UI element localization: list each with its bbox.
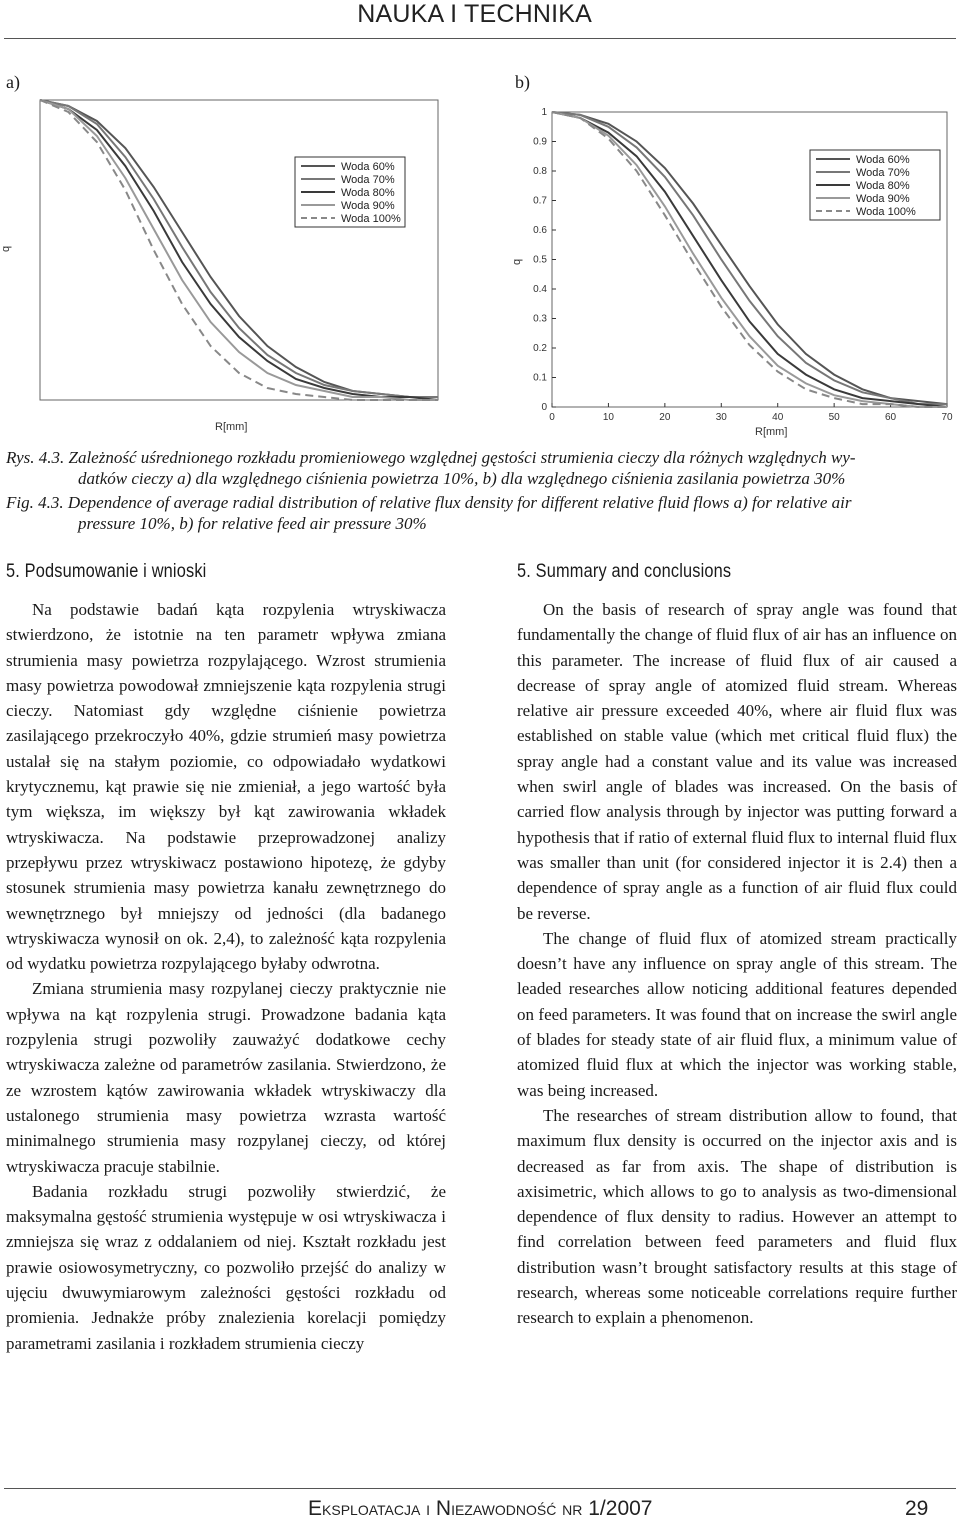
footer-i-word: I: [426, 1502, 431, 1518]
chart-a-legend: [295, 157, 405, 227]
chart-b-xtick-label: 50: [828, 412, 840, 423]
panel-b-label: b): [515, 72, 530, 92]
chart-b-legend: [810, 150, 940, 220]
chart-b-xtick-label: 30: [715, 412, 727, 423]
footer-e-cap: E: [308, 1497, 323, 1520]
chart-b-ytick-label: 1: [541, 107, 547, 118]
chart-b-ytick-label: 0.7: [533, 195, 547, 207]
right-column-text: [517, 597, 957, 1331]
left-column-text: [6, 597, 446, 1356]
caption-pl-line-2: datków cieczy a) dla względnego ciśnienia powietrza 10%, b) dla względnego ciśnienia zasilania powietrza 30%: [78, 469, 846, 488]
section-heading-pl: 5. Podsumowanie i wnioski: [6, 561, 207, 582]
chart-b-xtick-label: 60: [885, 412, 897, 423]
caption-pl-line-1: Rys. 4.3. Zależność uśrednionego rozkładu promieniowego względnej gęstości strumienia cieczy dla różnych względnych wy-: [6, 448, 856, 467]
chart-b-legend-label: Woda 80%: [856, 180, 910, 192]
chart-b-xtick-label: 20: [659, 412, 671, 423]
left-paragraph-2: Zmiana strumienia masy rozpylanej cieczy praktycznie nie wpływa na kąt rozpylenia strugi. Prowadzone badania kąta rozpylenia strugi pozwoliły zauważyć dodatkowe cechy wtryskiwacza zależne od parametrów zasilania. Stwierdzono, że ze wzrostem kątów zawirowania wkładek wtryskiwaczy dla ustalonego strumienia masy powietrza wzrasta wartość minimalnego strumienia masy rozpylanej cieczy, od której wtryskiwacza pracuje stabilnie.: [6, 979, 446, 1176]
chart-b-ytick-label: 0.5: [533, 254, 547, 266]
chart-b-legend-label: Woda 60%: [856, 154, 910, 166]
chart-a-legend-label: Woda 90%: [341, 200, 395, 212]
chart-a-legend-label: Woda 70%: [341, 174, 395, 186]
chart-b-ytick-label: 0.9: [533, 136, 547, 148]
chart-b-xlabel: R[mm]: [755, 426, 788, 438]
right-paragraph-2: The change of fluid flux of atomized stream practically doesn’t have any influence on spray angle of this stream. The leaded researches allow noticing additional features depended on feed parameters. It was found that on increase the swirl angle of blades for steady state of air fluid flux, a minimum value of atomized fluid flux at which the injector was working stable, was being increased.: [517, 928, 957, 1100]
footer-nr-word: NR: [562, 1502, 583, 1518]
header-rule: [4, 38, 956, 39]
chart-b-ytick-label: 0: [541, 402, 547, 413]
left-paragraph-1: Na podstawie badań kąta rozpylenia wtryskiwacza stwierdzono, że istotnie na ten parametr wpływa zmiana strumienia masy powietrza rozpylającego. Wzrost strumienia masy powietrza powodował zmniejszenie kąta rozpylenia strugi cieczy. Natomiast gdy względne ciśnienie powietrza zasilającego przekroczyło 40%, gdzie strumień masy powietrza ustalał się na stałym poziomie, co odpowiadało wydatkowi krytycznemu, kąt prawie się nie zmieniał, a jego wartość była tym większa, im większy był kąt zawirowania wkładek wtryskiwacza. Na podstawie przeprowadzonej analizy przepływu przez wtryskiwacz postawiono hipotezę, że gdyby stosunek strumienia masy powietrza kanału zewnętrznego do wewnętrznego był mniejszy od jedności (dla badanego wtryskiwacza wynosił on ok. 2,4), to zależność kąta rozpylenia od wydatku powietrza rozpylającego byłaby odwrotna.: [6, 600, 446, 974]
panel-a-label: a): [6, 72, 20, 92]
footer-page-number: 29: [905, 1497, 929, 1520]
chart-b-ytick-label: 0.8: [533, 166, 547, 177]
footer-e-rest: KSPLOATACJA: [322, 1502, 421, 1518]
footer-issue: 1/2007: [588, 1497, 653, 1520]
chart-a: [0, 95, 480, 440]
chart-b-ytick-label: 0.3: [533, 313, 547, 325]
section-heading-en: 5. Summary and conclusions: [517, 561, 732, 582]
chart-b-xtick-label: 10: [602, 412, 614, 423]
chart-b-ytick-label: 0.2: [533, 343, 547, 354]
chart-b-xtick-label: 70: [941, 412, 953, 423]
caption-en-line-1: Fig. 4.3. Dependence of average radial distribution of relative flux density for different relative fluid flows a) for relative air: [6, 493, 852, 512]
chart-b: [505, 95, 960, 440]
chart-a-legend-label: Woda 80%: [341, 187, 395, 199]
footer-n-rest: IEZAWODNOŚĆ: [451, 1502, 557, 1518]
right-paragraph-3: The researches of stream distribution allow to found, that maximum flux density is occurred on the injector axis and is decreased as far from axis. The shape of distribution is axisimetric, which allows to go to analysis as two-dimensional dependence of flux density to radius. However an attempt to find correlation between feed parameters and fluid flux distribution wasn’t brought satisfactory results at this stage of research, whereas some noticeable correlations require further research to explain a phenomenon.: [517, 1105, 957, 1328]
chart-a-plot-frame: [40, 100, 438, 400]
chart-a-legend-label: Woda 60%: [341, 161, 395, 173]
chart-b-ytick-label: 0.1: [533, 372, 547, 384]
chart-b-legend-label: Woda 100%: [856, 206, 916, 218]
chart-b-ytick-label: 0.6: [533, 225, 547, 236]
chart-b-xtick-label: 40: [772, 412, 784, 423]
chart-b-xtick-label: 0: [549, 412, 555, 423]
running-header-title: NAUKA I TECHNIKA: [357, 0, 592, 28]
chart-b-legend-label: Woda 90%: [856, 193, 910, 205]
footer-n-cap: N: [435, 1497, 452, 1520]
chart-b-ytick-label: 0.4: [533, 284, 547, 295]
chart-a-legend-label: Woda 100%: [341, 213, 401, 225]
chart-a-xlabel: R[mm]: [215, 421, 248, 433]
footer-rule: [4, 1488, 956, 1489]
left-paragraph-3: Badania rozkładu strugi pozwoliły stwierdzić, że maksymalna gęstość strumienia występuje w osi wtryskiwacza i zmniejsza się wraz z oddalaniem od niej. Kształt rozkładu jest prawie osiowosymetryczny, co pozwoliło przejść do analizy w ujęciu dwuwymiarowym zależności gęstości rozkładu od promienia. Jednakże próby znalezienia korelacji pomiędzy parametrami zasilania i rozkładem strumienia cieczy: [6, 1181, 446, 1353]
right-paragraph-1: On the basis of research of spray angle was found that fundamentally the change of fluid flux of air has an influence on this parameter. The increase of fluid flux of air caused a decrease of spray angle of atomized fluid stream. Whereas relative air pressure exceeded 40%, where air fluid flux was established on stable value (which met critical fluid flux) the spray angle had a constant value and its value was increased when swirl angle of blades was increased. On the basis of carried flow analysis through by injector was putting forward a hypothesis that if ratio of external fluid flux to internal fluid flux was smaller than unit (for considered injector it is 2.4) then a dependence of spray angle as a function of air fluid flux could be reverse.: [517, 600, 957, 923]
caption-en-line-2: pressure 10%, b) for relative feed air pressure 30%: [78, 514, 427, 533]
chart-a-ylabel: q: [0, 245, 12, 252]
footer-journal-name: [308, 1497, 652, 1521]
chart-b-legend-label: Woda 70%: [856, 167, 910, 179]
chart-b-ylabel: q: [511, 258, 523, 265]
